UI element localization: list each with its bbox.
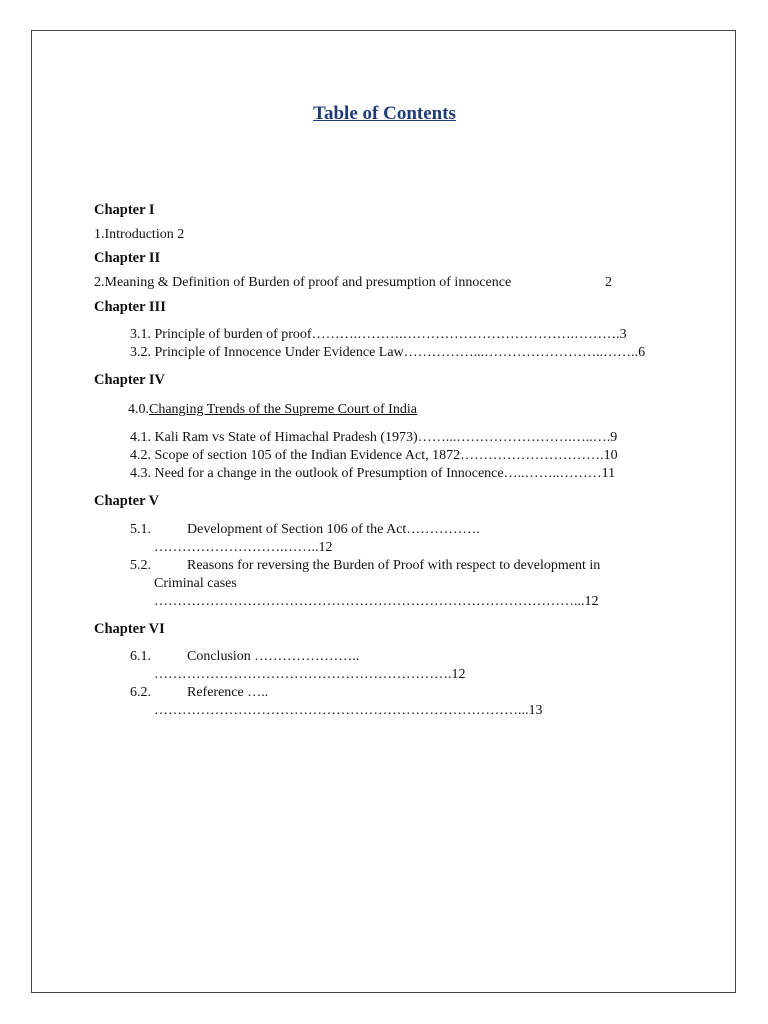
toc-entry-6-2-number: 6.2. — [130, 685, 151, 700]
toc-entry-5-2-number: 5.2. — [130, 558, 151, 573]
toc-entry-4-3: 4.3. Need for a change in the outlook of Presumption of Innocence…..……..………11 — [130, 466, 616, 481]
subheading-number: 4.0. — [128, 402, 149, 417]
toc-entry-4-2: 4.2. Scope of section 105 of the Indian Evidence Act, 1872………………………….10 — [130, 448, 618, 463]
toc-entry-5-1-number: 5.1. — [130, 522, 151, 537]
toc-entry-5-1-text: Development of Section 106 of the Act……………. — [187, 522, 480, 537]
toc-entry-6-1-number: 6.1. — [130, 649, 151, 664]
toc-subheading-4-0 — [128, 402, 417, 418]
toc-entry-2: 2.Meaning & Definition of Burden of proof and presumption of innocence — [94, 275, 512, 290]
subheading-text: Changing Trends of the Supreme Court of India — [149, 402, 417, 417]
toc-entry-6-2-text: Reference ….. — [187, 685, 269, 700]
chapter-2-heading: Chapter II — [94, 250, 161, 266]
toc-entry-2-page: 2 — [605, 275, 612, 290]
toc-entry-5-2-leader: ………………………………………………………………………………...12 — [154, 594, 599, 609]
toc-title: Table of Contents — [313, 103, 456, 124]
toc-entry-6-1-text: Conclusion ………………….. — [187, 649, 360, 664]
document-page — [31, 30, 736, 993]
chapter-1-heading: Chapter I — [94, 202, 155, 218]
toc-entry-3-1: 3.1. Principle of burden of proof……….……….……………………………….……….3 — [130, 327, 627, 342]
toc-entry-4-1: 4.1. Kali Ram vs State of Himachal Pradesh (1973)……...…………………….…..….9 — [130, 430, 618, 445]
chapter-4-heading: Chapter IV — [94, 372, 166, 388]
toc-entry-3-2: 3.2. Principle of Innocence Under Evidence Law……………...……………………..……..6 — [130, 345, 646, 360]
toc-entry-6-1-leader: ……………………………………………………….12 — [154, 667, 466, 682]
chapter-6-heading: Chapter VI — [94, 621, 165, 637]
chapter-5-heading: Chapter V — [94, 493, 160, 509]
toc-entry-5-2-text: Reasons for reversing the Burden of Proof with respect to development in — [187, 558, 601, 573]
toc-entry-1: 1.Introduction 2 — [94, 227, 185, 242]
toc-entry-5-1-leader: ……………………….……..12 — [154, 540, 333, 555]
toc-entry-6-2-leader: ……………………………………………………………………...13 — [154, 703, 543, 718]
chapter-3-heading: Chapter III — [94, 299, 166, 315]
toc-entry-5-2-text-continued: Criminal cases — [154, 576, 237, 591]
